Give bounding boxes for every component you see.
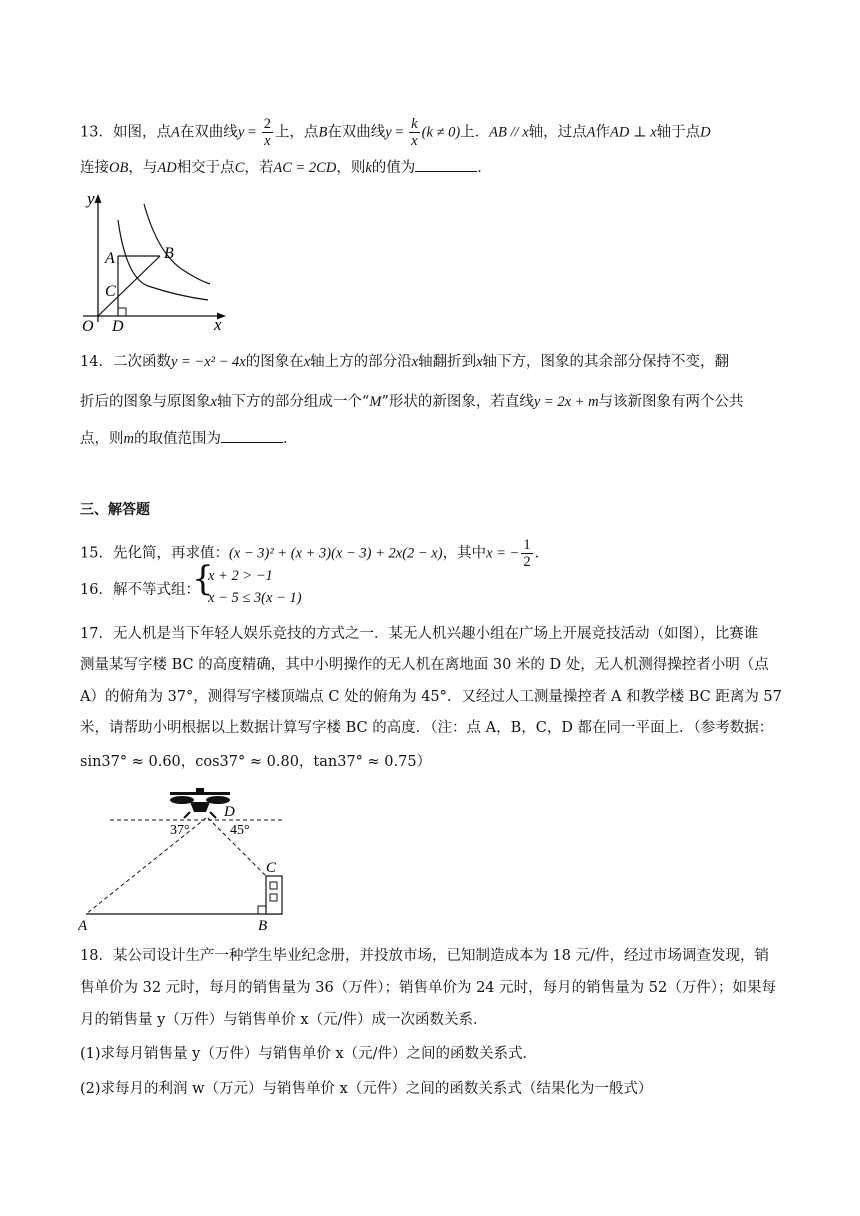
fraction-numerator: 1: [523, 537, 531, 553]
math-expression: y = 2x + m: [533, 394, 599, 410]
point-label: A: [170, 124, 180, 141]
q17-line-1: 17．无人机是当下年轻人娱乐竞技的方式之一．某无人机兴趣小组在广场上开展竞技活动（如图），比赛谁: [80, 626, 759, 642]
q17-line-5: sin37° ≈ 0.60，cos37° ≈ 0.80，tan37° ≈ 0.75）: [80, 754, 432, 770]
label-o: O: [82, 318, 94, 335]
label-d: D: [112, 318, 124, 335]
text: ，其中: [442, 545, 487, 562]
label-c: C: [105, 283, 116, 300]
text: ，与: [128, 160, 158, 176]
point-label: A: [586, 124, 596, 141]
math-var: k: [365, 160, 372, 176]
point-label: D: [700, 124, 711, 141]
text: 轴翻折到: [418, 354, 477, 370]
inequality-system: [192, 559, 372, 610]
question-number: 16．: [80, 582, 113, 598]
q14-line-3: [80, 428, 297, 449]
text: ．: [477, 160, 492, 176]
q13-line-2: [80, 157, 492, 178]
math-var: y: [237, 124, 245, 141]
math-var: M: [369, 394, 382, 410]
segment-label: OB: [109, 160, 129, 176]
segment-label: AD: [157, 160, 177, 176]
text: 与该新图象有两个公共: [598, 394, 744, 410]
inequality-1: x + 2 > −1: [208, 568, 273, 584]
label-d: D: [224, 804, 235, 820]
math-var: m: [123, 431, 134, 447]
inequality-2: x − 5 ≤ 3(x − 1): [208, 590, 302, 606]
label-b: B: [258, 918, 268, 934]
condition: AC = 2CD: [273, 160, 337, 176]
text: 轴下方，图象的其余部分保持不变，翻: [482, 354, 730, 370]
text: 在双曲线: [327, 124, 386, 141]
fraction-numerator: k: [411, 116, 418, 132]
question-number: 13．: [80, 124, 113, 141]
math-expression: y = −x² − 4x: [170, 354, 246, 370]
brace-symbol: {: [192, 559, 214, 599]
text: 解不等式组：: [112, 582, 200, 598]
text: 上．: [460, 124, 490, 141]
text: 二次函数: [112, 354, 171, 370]
fraction: [409, 116, 419, 149]
text: 上，点: [274, 124, 319, 141]
point-label: C: [234, 160, 245, 176]
q13-line-1: 13．如图，点A在双曲线y = $\frac{2}{x}$ 上，点B在双曲线y = $\frac{k}{x}$ (k ≠ 0)上．AB // x轴，过点A作AD ⊥ x轴于点D: [80, 116, 711, 149]
text: 在双曲线: [179, 124, 238, 141]
fraction-numerator: 2: [263, 116, 271, 132]
fraction: [262, 116, 273, 149]
segment-label: AB: [489, 124, 507, 141]
text: 轴，过点: [528, 124, 587, 141]
text: 的取值范围为: [133, 431, 221, 447]
text: 轴于点: [656, 124, 701, 141]
curve-inner: [118, 220, 208, 300]
q17-line-4: 米，请帮助小明根据以上数据计算写字楼 BC 的高度．（注：点 A，B，C，D 都在同一平面上．（参考数据：: [80, 720, 774, 736]
text: 连接: [80, 160, 109, 176]
q17-line-3: A）的俯角为 37°，测得写字楼顶端点 C 处的俯角为 45°．又经过人工测量操控者 A 和教学楼 BC 距离为 57: [80, 689, 782, 705]
curve-outer: [144, 204, 210, 284]
question-number: 15．: [80, 545, 113, 562]
answer-blank[interactable]: [221, 428, 283, 443]
text: 点，则: [80, 431, 124, 447]
q14-line-2: [80, 392, 744, 412]
q18-part-2: (2)求每月的利润 w（万元）与销售单价 x（元件）之间的函数关系式（结果化为一般式）: [80, 1081, 653, 1097]
label-x: x: [214, 315, 222, 334]
question-number: 14．: [80, 354, 113, 370]
label-angle-45: 45°: [230, 823, 250, 838]
y-axis-arrow: [95, 194, 102, 203]
text: 作: [595, 124, 610, 141]
fraction: [521, 537, 532, 570]
condition: (k ≠ 0): [421, 124, 461, 141]
math-var: x: [476, 354, 483, 370]
figure-q13-hyperbola: [78, 188, 238, 338]
text: 折后的图象与原图象: [80, 394, 211, 410]
label-c: C: [266, 860, 277, 876]
drone-icon: [170, 788, 230, 818]
text: 轴下方的部分组成一个“: [216, 394, 370, 410]
math-var: x: [522, 124, 529, 141]
text: ”形状的新图象，若直线: [381, 394, 534, 410]
text: ，若: [244, 160, 274, 176]
math-expression: x = −: [486, 545, 520, 562]
math-var: y: [385, 124, 392, 141]
q18-line-3: 月的销售量 y（万件）与销售单价 x（元/件）成一次函数关系．: [80, 1012, 488, 1028]
math-var: x: [650, 124, 657, 141]
right-angle-mark: [258, 906, 266, 914]
answer-blank[interactable]: [415, 157, 477, 172]
text: 的图象在: [245, 354, 304, 370]
fraction-denominator: x: [264, 133, 271, 149]
label-angle-37: 37°: [170, 823, 190, 838]
text: ．: [534, 545, 550, 562]
text: 相交于点: [176, 160, 235, 176]
figure-q17-drone: [78, 784, 298, 936]
q14-line-1: [80, 352, 729, 372]
fraction-denominator: x: [411, 133, 418, 149]
section-heading: 三、解答题: [80, 502, 150, 518]
q17-line-2: 测量某写字楼 BC 的高度精确，其中小明操作的无人机在离地面 30 米的 D 处，无人机测得操控者小明（点: [80, 657, 769, 673]
text: 如图，点: [112, 124, 171, 141]
label-a: A: [78, 918, 88, 934]
label-a: A: [105, 250, 115, 267]
label-y: y: [87, 189, 95, 208]
q18-line-1: 18．某公司设计生产一种学生毕业纪念册，并投放市场，已知制造成本为 18 元/件，经过市场调查发现，销: [80, 948, 770, 964]
text: 先化简，再求值：: [112, 545, 229, 562]
text: 轴上方的部分沿: [310, 354, 412, 370]
right-angle-mark: [118, 308, 126, 316]
segment-label: AD: [610, 124, 630, 141]
text: ．: [282, 431, 298, 447]
label-b: B: [164, 245, 174, 262]
parallel-symbol: //: [506, 124, 523, 141]
q18-part-1: (1)求每月销售量 y（万件）与销售单价 x（元/件）之间的函数关系式．: [80, 1046, 538, 1062]
point-label: B: [318, 124, 328, 141]
text: ，则: [336, 160, 366, 176]
q18-line-2: 售单价为 32 元时，每月的销售量为 36（万件）；销售单价为 24 元时，每月的销售量为 52（万件）；如果每: [80, 980, 776, 996]
text: 的值为: [371, 160, 416, 176]
math-expression: (x − 3)² + (x + 3)(x − 3) + 2x(2 − x): [228, 545, 443, 562]
perp-symbol: ⊥: [629, 124, 651, 141]
math-var: x: [303, 354, 311, 370]
fraction-denominator: 2: [523, 554, 531, 570]
math-var: x: [411, 354, 419, 370]
math-var: x: [210, 394, 217, 410]
q16-line: [80, 580, 200, 600]
